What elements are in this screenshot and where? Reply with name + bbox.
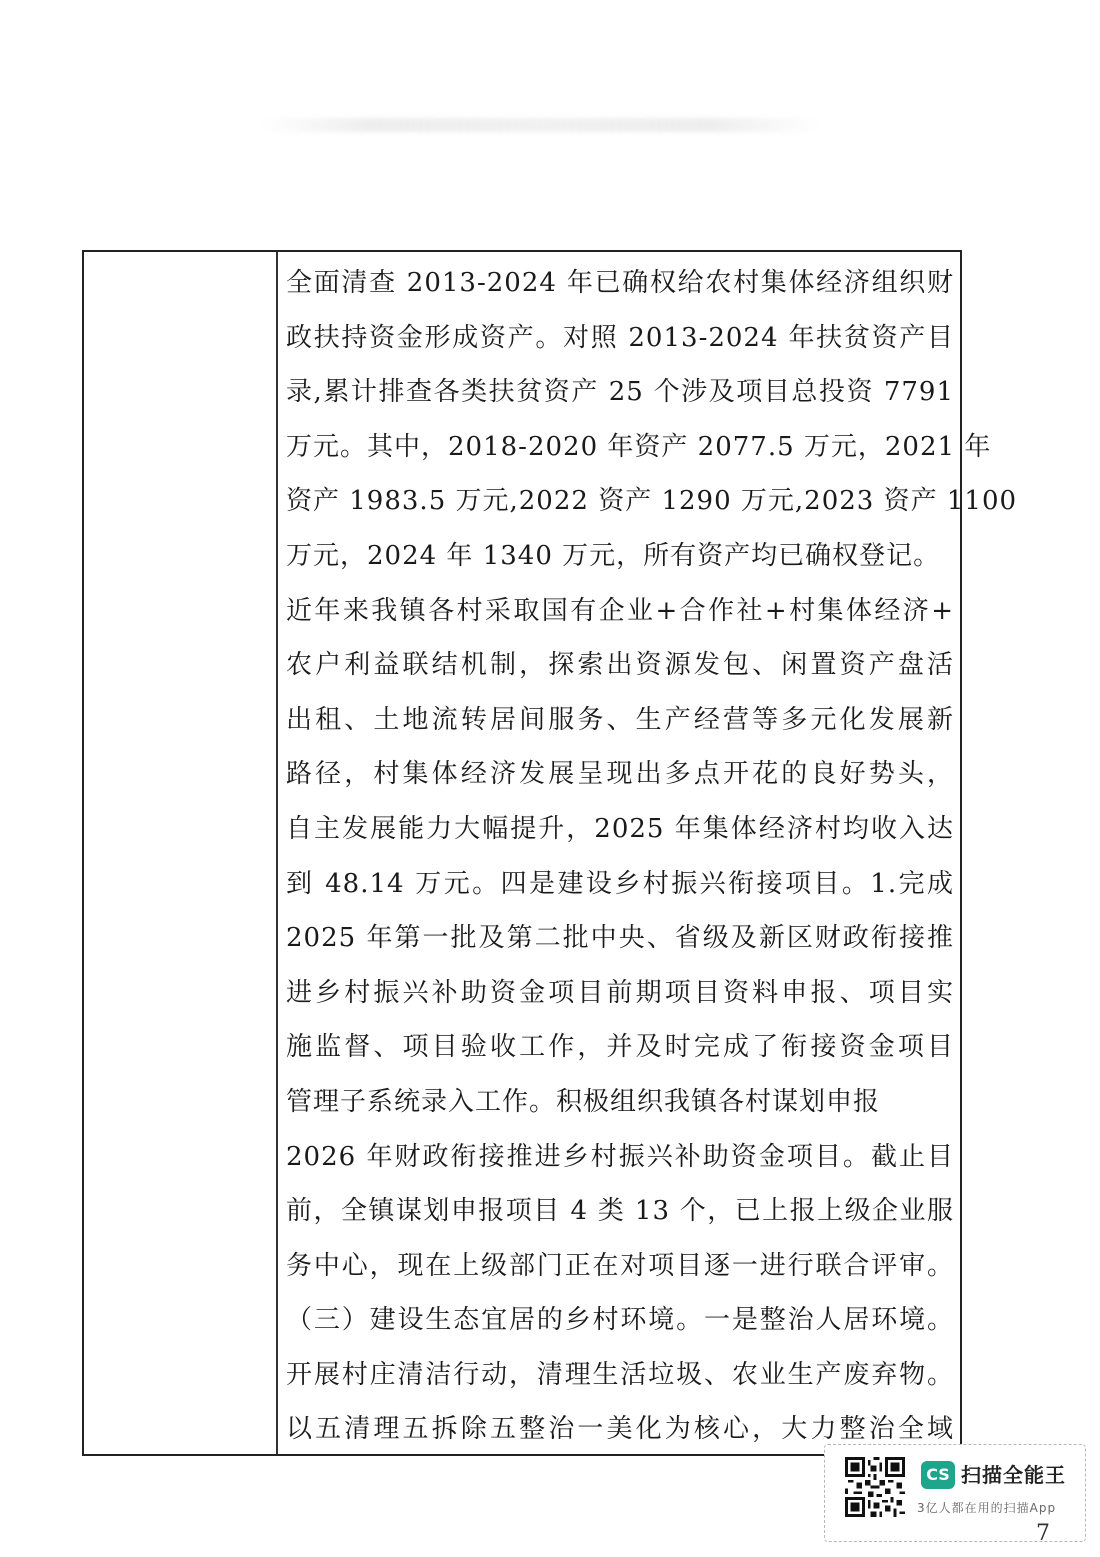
body-line: 到 48.14 万元。四是建设乡村振兴衔接项目。1.完成 [286, 868, 954, 899]
page-number: 7 [1036, 1521, 1050, 1546]
body-line: 施监督、项目验收工作，并及时完成了衔接资金项目 [286, 1032, 954, 1063]
body-line: 农户利益联结机制，探索出资源发包、闲置资产盘活 [286, 650, 954, 681]
table-column-divider [276, 252, 278, 1454]
body-line: 2026 年财政衔接推进乡村振兴补助资金项目。截止目 [286, 1141, 954, 1172]
body-line: 务中心，现在上级部门正在对项目逐一进行联合评审。 [286, 1250, 954, 1281]
body-line: 政扶持资金形成资产。对照 2013-2024 年扶贫资产目 [286, 322, 954, 353]
body-line: 出租、土地流转居间服务、生产经营等多元化发展新 [286, 704, 954, 735]
body-line: 管理子系统录入工作。积极组织我镇各村谋划申报 [286, 1086, 881, 1117]
document-table [82, 250, 1018, 1456]
faded-header-strip [260, 118, 820, 132]
qr-code-icon [845, 1457, 905, 1517]
table-content-cell [286, 256, 1018, 1457]
body-line: 前，全镇谋划申报项目 4 类 13 个，已上报上级企业服 [286, 1196, 954, 1227]
camscanner-logo-icon: CS [921, 1461, 955, 1489]
body-line: 万元。其中，2018-2020 年资产 2077.5 万元，2021 年 [286, 431, 992, 462]
body-line: （三）建设生态宜居的乡村环境。一是整治人居环境。 [286, 1305, 954, 1336]
body-line: 资产 1983.5 万元,2022 资产 1290 万元,2023 资产 1100 [286, 486, 1018, 517]
body-line: 录,累计排查各类扶贫资产 25 个涉及项目总投资 7791 [286, 377, 954, 408]
body-line: 进乡村振兴补助资金项目前期项目资料申报、项目实 [286, 977, 954, 1008]
body-line: 以五清理五拆除五整治一美化为核心，大力整治全域 [286, 1414, 954, 1445]
body-line: 路径，村集体经济发展呈现出多点开花的良好势头， [286, 759, 954, 790]
body-line: 近年来我镇各村采取国有企业+合作社+村集体经济+ [286, 595, 954, 626]
body-line: 万元，2024 年 1340 万元，所有资产均已确权登记。 [286, 540, 941, 571]
table-left-cell [84, 252, 276, 1454]
watermark-brand: 扫描全能王 [961, 1463, 1066, 1487]
body-line: 开展村庄清洁行动，清理生活垃圾、农业生产废弃物。 [286, 1359, 954, 1390]
body-line: 自主发展能力大幅提升，2025 年集体经济村均收入达 [286, 813, 954, 844]
body-line: 2025 年第一批及第二批中央、省级及新区财政衔接推 [286, 923, 954, 954]
watermark-tagline: 3亿人都在用的扫描App [917, 1501, 1057, 1515]
body-line: 全面清查 2013-2024 年已确权给农村集体经济组织财 [286, 268, 954, 298]
